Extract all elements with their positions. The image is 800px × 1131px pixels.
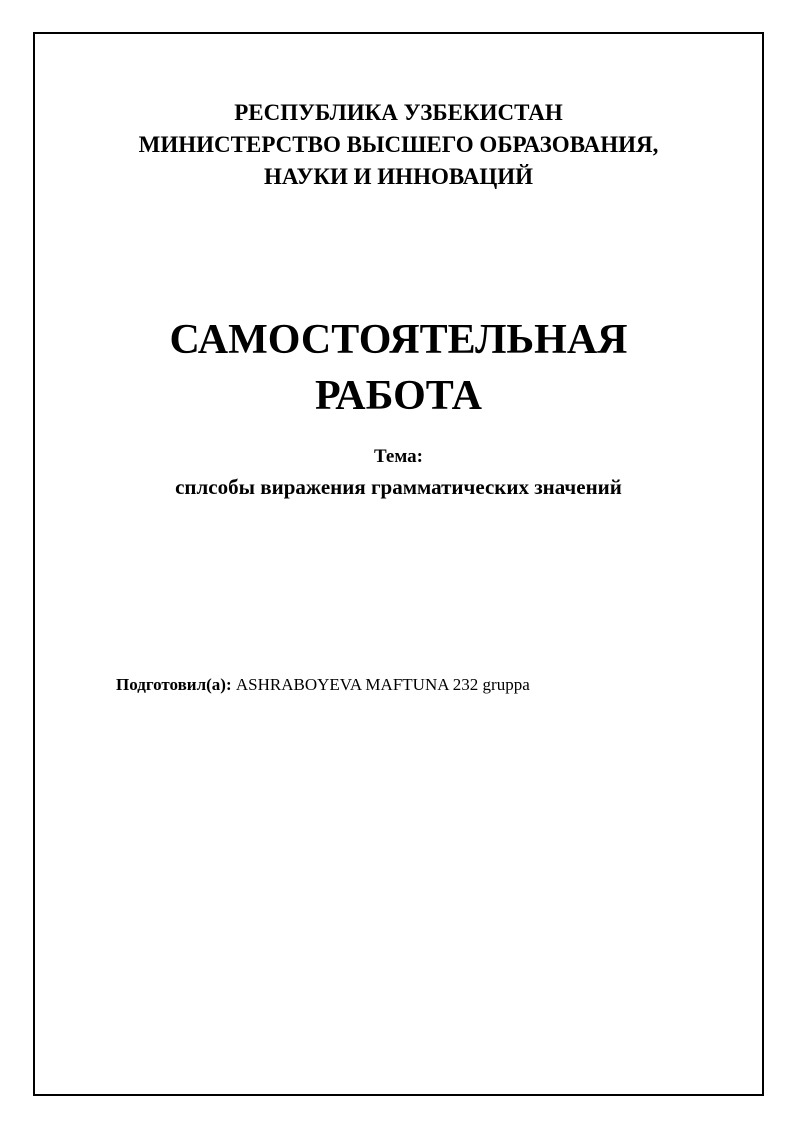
topic-section [3, 443, 794, 503]
header-line-country: РЕСПУБЛИКА УЗБЕКИСТАН [234, 100, 563, 125]
title-line-2: РАБОТА [314, 373, 482, 419]
header-line-ministry-cont: НАУКИ И ИННОВАЦИЙ [263, 164, 534, 189]
title-line-1: САМОСТОЯТЕЛЬНАЯ [169, 317, 628, 363]
author-line [116, 673, 530, 697]
author-name: ASHRABOYEVA MAFTUNA 232 gruppa [235, 675, 530, 694]
author-label: Подготовил(а): [116, 675, 232, 694]
topic-label: Тема: [373, 446, 424, 467]
document-title [3, 312, 794, 424]
institution-header [33, 97, 764, 193]
header-line-ministry: МИНИСТЕРСТВО ВЫСШЕГО ОБРАЗОВАНИЯ, [138, 132, 659, 157]
topic-value: сплсобы виражения грамматических значений [175, 475, 622, 499]
